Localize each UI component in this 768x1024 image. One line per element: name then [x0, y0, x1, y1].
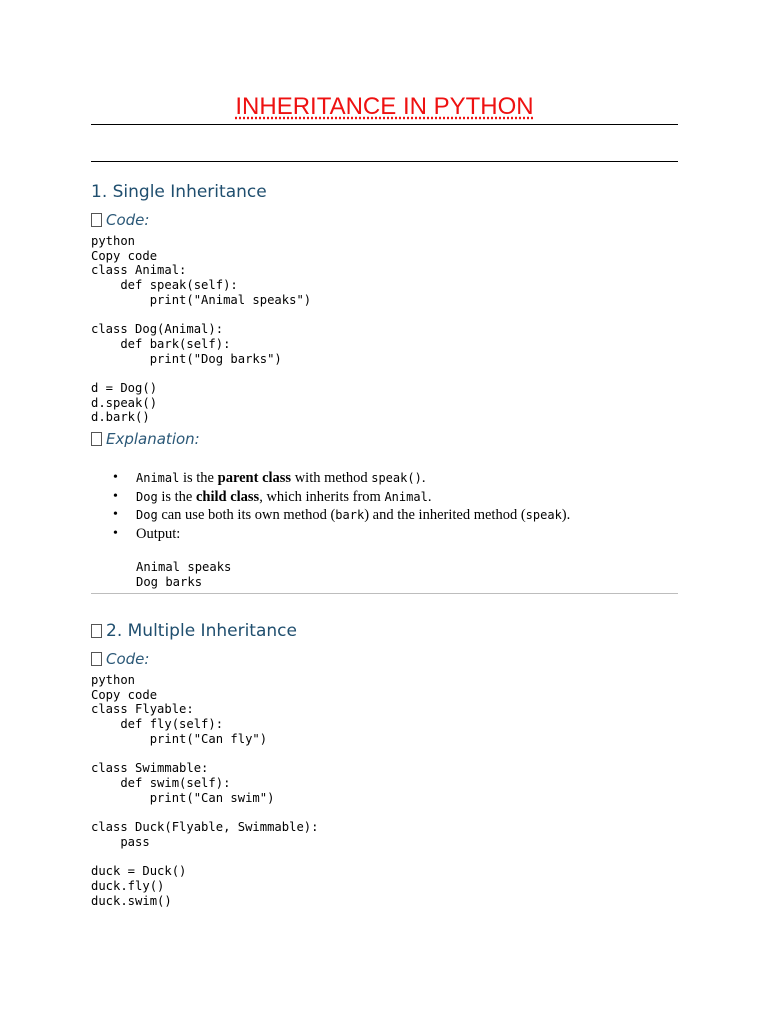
text: , which inherits from [259, 488, 385, 505]
section1-explanation-heading-label: Explanation: [106, 430, 200, 448]
list-item [91, 506, 678, 525]
missing-glyph-icon [91, 213, 102, 227]
text: . [421, 470, 426, 486]
inline-code: Dog [136, 489, 158, 504]
section2-code-block: python Copy code class Flyable: def fly(self): print("Can fly") class Swimmable: def swim(self): print("Can swim") class Duck(Flyable, Swimmable): pass duck = Duck() duck.fly() duck.swim() [91, 673, 319, 908]
section1-code-heading-label: Code: [106, 211, 150, 229]
horizontal-rule [91, 593, 678, 594]
text: ). [561, 507, 571, 523]
bold-text: parent class [217, 470, 292, 486]
inline-code: speak() [371, 471, 422, 485]
page-title-text: INHERITANCE IN PYTHON [235, 93, 534, 120]
section1-explanation-heading [91, 429, 200, 449]
section1-code-heading [91, 210, 149, 230]
inline-code: speak [525, 508, 562, 522]
output-block: Animal speaks Dog barks [136, 560, 232, 589]
list-item [91, 525, 678, 544]
missing-glyph-icon [91, 432, 102, 446]
missing-glyph-icon [91, 652, 102, 666]
section2-code-heading-label: Code: [106, 650, 150, 668]
text: can use both its own method ( [157, 507, 336, 523]
bold-text: child class [195, 488, 260, 505]
text: is the [157, 488, 196, 505]
list-item [91, 469, 678, 488]
text: ) and the inherited method ( [364, 507, 526, 523]
text: with method [291, 470, 372, 486]
inline-code: Animal [136, 471, 180, 485]
inline-code: Dog [136, 508, 158, 522]
inline-code: Animal [384, 489, 428, 504]
section1-heading: 1. Single Inheritance [91, 182, 267, 202]
text: Output: [136, 525, 181, 542]
inline-code: bark [335, 508, 365, 522]
section2-heading [91, 620, 297, 642]
list-item [91, 488, 678, 507]
text: is the [179, 470, 218, 486]
missing-glyph-icon [91, 624, 102, 638]
explanation-list [91, 469, 678, 543]
page-title [91, 92, 678, 122]
text: . [427, 488, 432, 505]
title-divider [91, 124, 678, 125]
section1-code-block: python Copy code class Animal: def speak(self): print("Animal speaks") class Dog(Animal): def bark(self): print("Dog barks") d = Dog() d.speak() d.bark() [91, 234, 312, 425]
section2-code-heading [91, 649, 149, 669]
section2-heading-label: 2. Multiple Inheritance [106, 621, 297, 641]
section-divider [91, 161, 678, 162]
